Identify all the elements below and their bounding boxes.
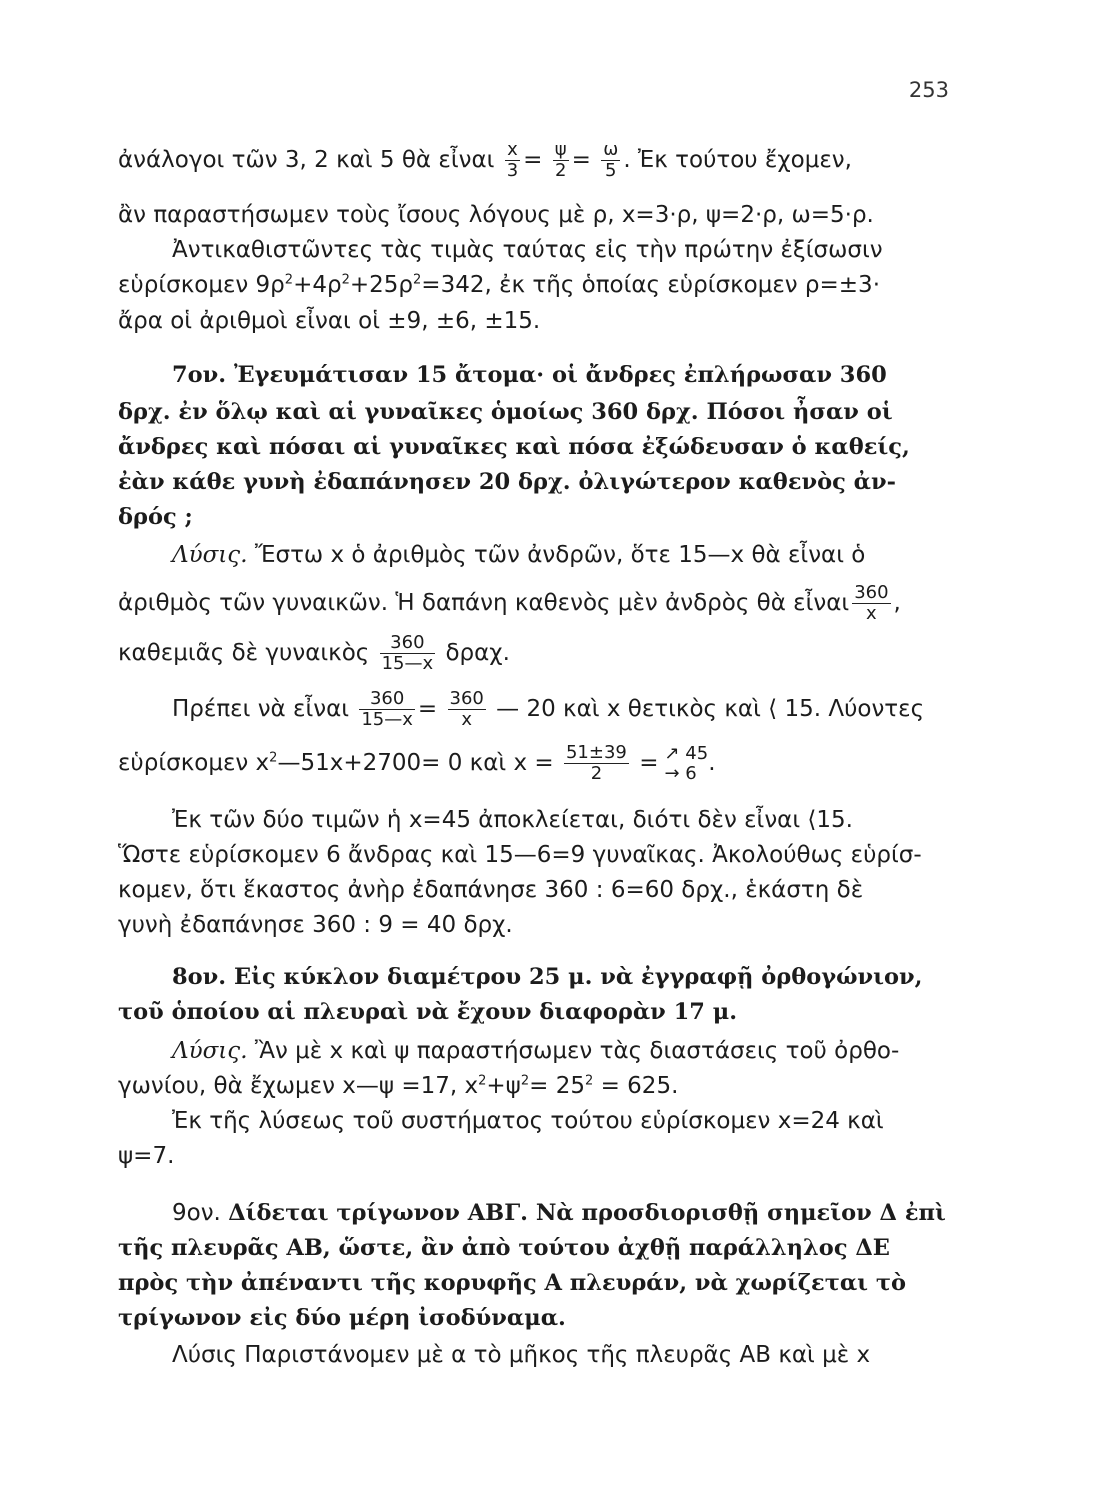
fraction: $\frac{\psi}{2}$	[554, 139, 567, 181]
lysis-label: Λύσις.	[172, 1038, 248, 1064]
solution-line: κομεν, ὅτι ἕκαστος ἀνὴρ ἐδαπάνησε 360 : 6=60 δρχ., ἑκάστη δὲ	[118, 877, 864, 903]
solution-line: καθεμιᾶς δὲ γυναικὸς $\frac{360}{15—x}$ δραχ.	[118, 632, 510, 674]
solution-line: εὑρίσκομεν $x^2—51x+2700= 0$ καὶ x = $\frac{51\pm 39}{2}$ = ↗ 45 → 6 .	[118, 742, 716, 784]
problem-7-heading-line: δρχ. ἐν ὅλῳ καὶ αἱ γυναῖκες ὁμοίως 360 δρχ. Πόσοι ἦσαν οἱ	[118, 399, 893, 425]
problem-8-heading-line: τοῦ ὁποίου αἱ πλευραὶ νὰ ἔχουν διαφορὰν 17 μ.	[118, 999, 738, 1025]
fraction: $\frac{360}{x}$	[854, 582, 889, 624]
fraction: $\frac{\omega}{5}$	[603, 139, 619, 181]
fraction: $\frac{51\pm 39}{2}$	[565, 742, 627, 784]
solution-line: Λύσις. Ἔστω x ὁ ἀριθμὸς τῶν ἀνδρῶν, ὅτε 15—x θὰ εἶναι ὁ	[172, 542, 866, 568]
text-line: ἂν παραστήσωμεν τοὺς ἴσους λόγους μὲ ρ, x=3·ρ, ψ=2·ρ, ω=5·ρ.	[118, 202, 874, 228]
fraction: $\frac{x}{3}$	[506, 139, 519, 181]
roots-arrows: ↗ 45 → 6	[664, 742, 709, 784]
solution-line: Ἐκ τῆς λύσεως τοῦ συστήματος τούτου εὑρίσκομεν x=24 καὶ	[172, 1108, 884, 1134]
solution-line: Λύσις. Ἂν μὲ x καὶ ψ παραστήσωμεν τὰς διαστάσεις τοῦ ὀρθο-	[172, 1038, 900, 1064]
problem-8-heading: 8ον. Εἰς κύκλον διαμέτρου 25 μ. νὰ ἐγγραφῇ ὀρθογώνιον,	[172, 964, 923, 990]
problem-9-heading-line: τῆς πλευρᾶς ΑΒ, ὥστε, ἂν ἀπὸ τούτου ἀχθῇ παράλληλος ΔΕ	[118, 1235, 890, 1261]
problem-7-heading-line: ἄνδρες καὶ πόσαι αἱ γυναῖκες καὶ πόσα ἐξώδευσαν ὁ καθείς,	[118, 434, 910, 460]
solution-line: ψ=7.	[118, 1143, 175, 1169]
problem-9-heading-line: τρίγωνον εἰς δύο μέρη ἰσοδύναμα.	[118, 1305, 566, 1331]
text-line: ἀνάλογοι τῶν 3, 2 καὶ 5 θὰ εἶναι $\frac{x}{3}$ = $\frac{\psi}{2}$ = $\frac{\omega}{5}$ . Ἐκ τούτου ἔχομεν,	[118, 139, 852, 181]
solution-line: γωνίου, θὰ ἔχωμεν x—ψ =17, $x^2+\psi^2= 25^2 = 625$.	[118, 1073, 679, 1099]
fraction: $\frac{360}{15—x}$	[381, 632, 434, 674]
problem-7-heading: 7ον. Ἐγευμάτισαν 15 ἄτομα· οἱ ἄνδρες ἐπλήρωσαν 360	[172, 362, 887, 388]
solution-line: Λύσις Παριστάνομεν μὲ α τὸ μῆκος τῆς πλευρᾶς ΑΒ καὶ μὲ x	[172, 1342, 871, 1368]
lysis-label: Λύσις.	[172, 542, 248, 568]
solution-line: Ὥστε εὑρίσκομεν 6 ἄνδρας καὶ 15—6=9 γυναῖκας. Ἀκολούθως εὑρίσ-	[118, 842, 922, 868]
text-line: Ἀντικαθιστῶντες τὰς τιμὰς ταύτας εἰς τὴν πρώτην ἐξίσωσιν	[172, 237, 883, 263]
problem-7-heading-line: δρός ;	[118, 504, 193, 530]
text-line: εὑρίσκομεν $9\rho^2+4\rho^2+25\rho^2=342$, ἐκ τῆς ὁποίας εὑρίσκομεν ρ=±3·	[118, 272, 881, 298]
problem-9-heading: 9ον. Δίδεται τρίγωνον ΑΒΓ. Νὰ προσδιορισθῇ σημεῖον Δ ἐπὶ	[172, 1200, 946, 1226]
page-number: 253	[908, 78, 949, 102]
problem-7-heading-line: ἐὰν κάθε γυνὴ ἐδαπάνησεν 20 δρχ. ὀλιγώτερον καθενὸς ἀν-	[118, 469, 896, 495]
fraction: $\frac{360}{15—x}$	[361, 688, 413, 730]
problem-9-heading-line: πρὸς τὴν ἀπέναντι τῆς κορυφῆς Α πλευράν, νὰ χωρίζεται τὸ	[118, 1270, 907, 1296]
fraction: $\frac{360}{x}$	[449, 688, 484, 730]
solution-line: Πρέπει νὰ εἶναι $\frac{360}{15—x}$ = $\frac{360}{x}$ — 20 καὶ x θετικὸς καὶ ⟨ 15. Λύοντες	[172, 688, 925, 730]
text-line: ἄρα οἱ ἀριθμοὶ εἶναι οἱ ±9, ±6, ±15.	[118, 308, 541, 334]
solution-line: Ἐκ τῶν δύο τιμῶν ἡ x=45 ἀποκλείεται, διότι δὲν εἶναι ⟨15.	[172, 807, 853, 833]
solution-line: γυνὴ ἐδαπάνησε 360 : 9 = 40 δρχ.	[118, 912, 513, 938]
solution-line: ἀριθμὸς τῶν γυναικῶν. Ἡ δαπάνη καθενὸς μὲν ἀνδρὸς θὰ εἶναι $\frac{360}{x}$ ,	[118, 582, 901, 624]
